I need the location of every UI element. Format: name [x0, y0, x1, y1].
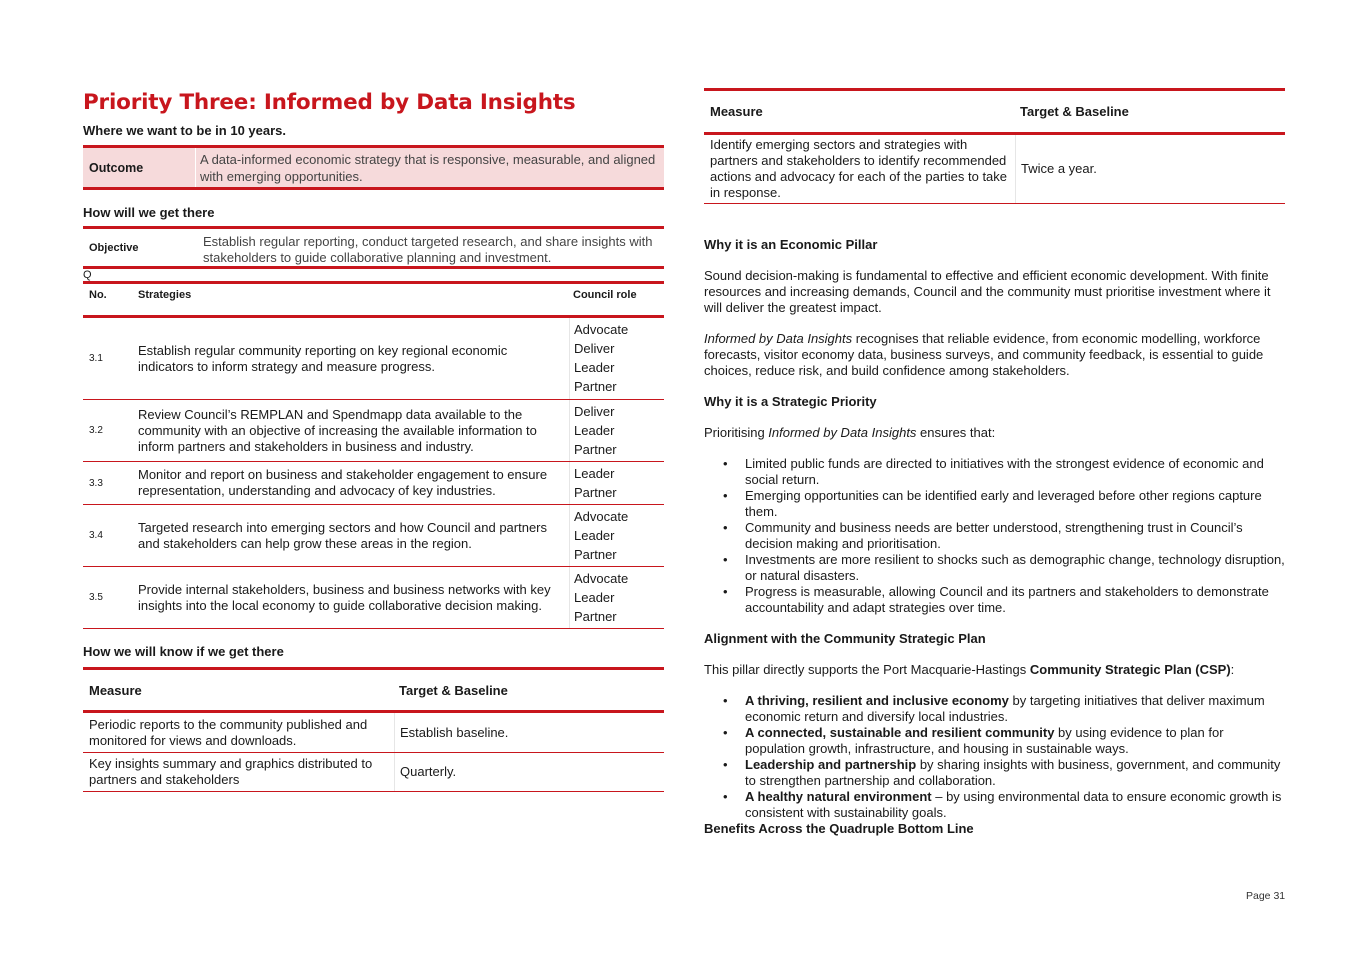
know-heading: How we will know if we get there — [83, 644, 284, 659]
council-role: Leader — [574, 466, 615, 481]
council-role: Leader — [574, 423, 615, 438]
priority-bullet: • Investments are more resilient to shocks such as demographic change, technology disruption, or natural disasters. — [704, 552, 1285, 584]
stray-mark: Q — [83, 269, 92, 281]
strategy-number: 3.4 — [89, 530, 103, 541]
objective-label: Objective — [89, 241, 139, 254]
csp-bullet-rest: – by using environmental data to ensure economic growth is consistent with sustainability goals. — [745, 789, 1282, 820]
right-header-measure: Measure — [710, 104, 763, 119]
priority-bullet: • Community and business needs are better understood, strengthening trust in Council’s decision making and prioritisation. — [704, 520, 1285, 552]
council-roles — [569, 462, 664, 504]
priority-bullet: • Limited public funds are directed to initiatives with the strongest evidence of economic and social return. — [704, 456, 1285, 488]
council-role: Advocate — [574, 571, 629, 586]
csp-bullet — [704, 693, 1285, 725]
target-text: Quarterly. — [394, 753, 456, 791]
alignment-pre: This pillar directly supports the Port Macquarie-Hastings — [704, 662, 1030, 677]
strategy-number: 3.2 — [89, 425, 103, 436]
alignment-post: : — [1230, 662, 1235, 677]
where-heading: Where we want to be in 10 years. — [83, 123, 287, 138]
measure-row — [704, 135, 1285, 204]
council-role: Advocate — [574, 322, 629, 337]
measures-table — [83, 713, 664, 792]
prioritising-italic: Informed by Data Insights — [768, 425, 917, 440]
strategy-text: Establish regular community reporting on key regional economic indicators to inform strategy and measure progress. — [138, 342, 508, 374]
council-roles — [569, 400, 664, 461]
strategy-row — [83, 400, 664, 462]
csp-bullet-bold: A thriving, resilient and inclusive economy — [745, 693, 1009, 708]
council-role: Deliver — [574, 404, 615, 419]
prioritising-post: ensures that: — [916, 425, 996, 440]
council-roles — [569, 567, 664, 628]
strategy-text: Provide internal stakeholders, business and business networks with key insights into the local economy to guide collaborative decision making. — [138, 581, 551, 613]
how-heading: How will we get there — [83, 205, 215, 220]
strategy-row — [83, 318, 664, 400]
csp-bullet-rest: by using evidence to plan for population growth, infrastructure, and housing in sustainable ways. — [745, 725, 1224, 756]
strategies-table — [83, 318, 664, 629]
strategy-row — [83, 462, 664, 505]
informed-rest: recognises that reliable evidence, from economic modelling, workforce forecasts, visitor economy data, business surveys, and community feedback, is essential to guide choices, reduce risk, and build confidence among stakeholders. — [704, 331, 1264, 378]
csp-bullet — [704, 725, 1285, 757]
alignment-heading: Alignment with the Community Strategic Plan — [704, 631, 986, 646]
page-title: Priority Three: Informed by Data Insights — [83, 90, 576, 115]
csp-bullet-bold: Leadership and partnership — [745, 757, 917, 772]
right-header-target: Target & Baseline — [1020, 104, 1129, 119]
pillar-paragraph: Sound decision-making is fundamental to effective and efficient economic development. With finite resources and increasing demands, Council and the community must prioritise investment where it will deliver the greatest impact. — [704, 268, 1271, 315]
council-role: Leader — [574, 590, 615, 605]
strategy-number: 3.1 — [89, 353, 103, 364]
alignment-bold: Community Strategic Plan (CSP) — [1029, 662, 1231, 677]
benefits-heading: Benefits Across the Quadruple Bottom Line — [704, 821, 974, 836]
strategies-header — [83, 284, 664, 315]
strategic-heading: Why it is a Strategic Priority — [704, 394, 877, 409]
informed-italic: Informed by Data Insights — [704, 331, 853, 346]
priority-bullet: • Progress is measurable, allowing Council and its partners and stakeholders to demonstrate accountability and adapt strategies over time. — [704, 584, 1285, 616]
alignment-paragraph — [704, 662, 1285, 678]
csp-bullet-bold: A connected, sustainable and resilient community — [745, 725, 1055, 740]
header-council-role: Council role — [573, 289, 637, 301]
measure-text: Identify emerging sectors and strategies with partners and stakeholders to identify recommended actions and advocacy for each of the parties to take in response. — [710, 137, 1008, 200]
priority-bullet-list — [704, 456, 1285, 616]
csp-bullet-bold: A healthy natural environment — [745, 789, 932, 804]
council-roles — [569, 318, 664, 399]
target-text: Twice a year. — [1015, 135, 1097, 203]
measure-row — [83, 713, 664, 753]
csp-bullet — [704, 789, 1285, 821]
right-measures-header — [704, 91, 1285, 132]
council-roles — [569, 505, 664, 566]
outcome-text: A data-informed economic strategy that is responsive, measurable, and aligned with emerging opportunities. — [195, 148, 664, 187]
council-role: Leader — [574, 528, 615, 543]
informed-paragraph — [704, 331, 1285, 379]
strategy-text: Targeted research into emerging sectors and how Council and partners and stakeholders can help grow these areas in the region. — [138, 519, 548, 551]
measures-header — [83, 670, 664, 710]
header-no: No. — [89, 289, 107, 301]
header-measure: Measure — [89, 682, 142, 698]
target-text: Establish baseline. — [394, 713, 508, 752]
left-column — [83, 88, 664, 792]
measure-row — [83, 753, 664, 792]
header-strategies: Strategies — [138, 289, 192, 301]
council-role: Deliver — [574, 341, 615, 356]
council-role: Partner — [574, 547, 617, 562]
strategy-number: 3.3 — [89, 477, 103, 489]
council-role: Partner — [574, 379, 617, 394]
council-role: Advocate — [574, 509, 629, 524]
pillar-heading: Why it is an Economic Pillar — [704, 237, 878, 252]
strategy-row — [83, 505, 664, 567]
council-role: Partner — [574, 485, 617, 500]
header-target: Target & Baseline — [399, 682, 508, 698]
csp-bullet — [704, 757, 1285, 789]
priority-bullet: • Emerging opportunities can be identified early and leveraged before other regions capture them. — [704, 488, 1285, 520]
csp-bullet-rest: by targeting initiatives that deliver maximum economic return and diversify local industries. — [745, 693, 1265, 724]
measure-text: Key insights summary and graphics distributed to partners and stakeholders — [89, 756, 373, 787]
measure-text: Periodic reports to the community published and monitored for views and downloads. — [89, 716, 368, 748]
council-role: Partner — [574, 609, 617, 624]
objective-row — [83, 229, 664, 266]
outcome-row — [83, 148, 664, 187]
csp-bullet-list — [704, 693, 1285, 821]
outcome-bottom-rule — [83, 187, 664, 190]
objective-text: Establish regular reporting, conduct targeted research, and share insights with stakeholders to guide collaborative planning and investment. — [203, 234, 653, 265]
strategy-text: Review Council’s REMPLAN and Spendmapp data available to the community with an objective of increasing the available information to inform partners and stakeholders in business and industry. — [138, 406, 537, 454]
council-role: Partner — [574, 442, 617, 457]
prioritising-pre: Prioritising — [704, 425, 769, 440]
right-measures-table — [704, 135, 1285, 204]
outcome-label: Outcome — [89, 160, 144, 175]
strategy-number: 3.5 — [89, 592, 103, 603]
council-role: Leader — [574, 360, 615, 375]
csp-bullet-rest: by sharing insights with business, government, and community to strengthen partnership and collaboration. — [745, 757, 1281, 788]
strategy-row — [83, 567, 664, 629]
prioritising-paragraph — [704, 425, 1285, 441]
right-column — [704, 88, 1285, 837]
page-number: Page 31 — [1246, 890, 1286, 902]
strategy-text: Monitor and report on business and stakeholder engagement to ensure representation, understanding and advocacy of key industries. — [138, 467, 548, 498]
